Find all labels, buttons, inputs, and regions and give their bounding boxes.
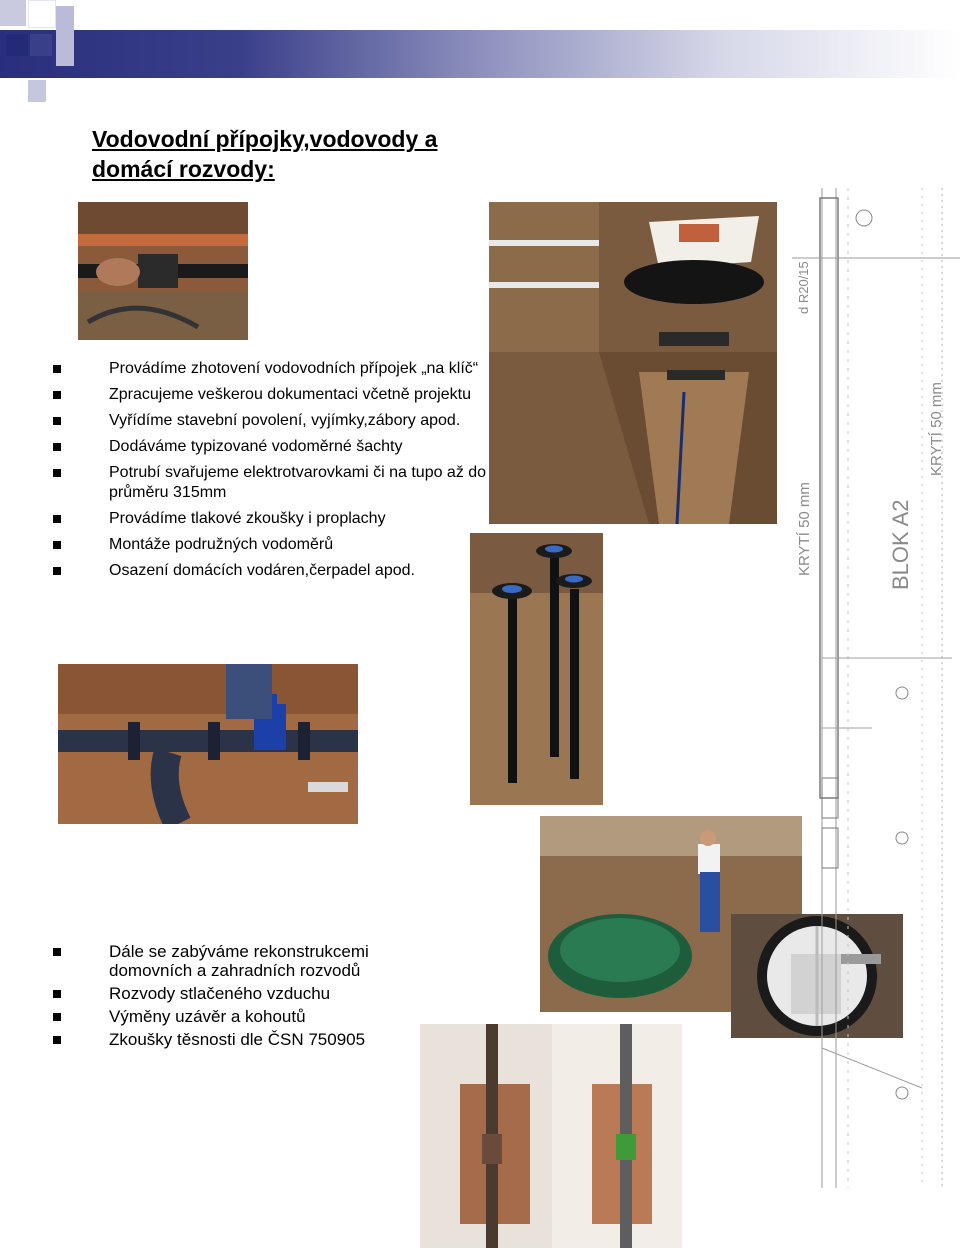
list-item: Osazení domácích vodáren,čerpadel apod. — [53, 561, 573, 581]
bullet-square-icon — [53, 417, 61, 425]
header-square-2 — [28, 0, 56, 28]
list-item: Dodáváme typizované vodoměrné šachty — [53, 437, 573, 457]
list-item: Dále se zabýváme rekonstrukcemi domovních a zahradních rozvodů — [53, 942, 409, 980]
list-item: Zkoušky těsnosti dle ČSN 750905 — [53, 1030, 573, 1049]
photo-valve-rods — [470, 533, 603, 805]
list-item: Potrubí svařujeme elektrotvarovkami či na tupo až do průměru 315mm — [53, 463, 529, 503]
header-square-3 — [6, 34, 28, 56]
page-title: Vodovodní přípojky,vodovody a domácí rozvody: — [92, 126, 438, 182]
bullet-square-icon — [53, 391, 61, 399]
bullet-square-icon — [53, 948, 61, 956]
photo-meter-shaft-trench — [489, 202, 777, 524]
header-square-4 — [30, 34, 52, 56]
photo-gate-valve — [58, 664, 358, 824]
header-square-6 — [28, 80, 46, 102]
list-item: Výměny uzávěr a kohoutů — [53, 1007, 573, 1026]
drawing-label-kryti-2: KRYTÍ 50 mm — [928, 382, 945, 476]
drawing-label-block: BLOK A2 — [888, 499, 913, 590]
bullet-square-icon — [53, 1036, 61, 1044]
bullet-square-icon — [53, 443, 61, 451]
photo-pipe-replacement — [420, 1024, 682, 1248]
list-item: Vyřídíme stavební povolení, vyjímky,zábory apod. — [53, 411, 573, 431]
bullet-square-icon — [53, 469, 61, 477]
bullet-square-icon — [53, 541, 61, 549]
technical-drawing — [792, 188, 960, 1188]
photo-pipe-welding — [78, 202, 248, 340]
drawing-label-dim: d R20/15 — [796, 261, 811, 314]
header-square-1 — [0, 0, 26, 26]
bullet-square-icon — [53, 1013, 61, 1021]
bullet-square-icon — [53, 515, 61, 523]
list-item: Zpracujeme veškerou dokumentaci včetně projektu — [53, 385, 573, 405]
bullet-square-icon — [53, 365, 61, 373]
bullet-square-icon — [53, 990, 61, 998]
drawing-label-kryti-1: KRYTÍ 50 mm — [796, 482, 813, 576]
list-item: Rozvody stlačeného vzduchu — [53, 984, 573, 1003]
list-item: Provádíme tlakové zkoušky i proplachy — [53, 509, 573, 529]
bullet-square-icon — [53, 567, 61, 575]
list-item: Provádíme zhotovení vodovodních přípojek „na klíč“ — [53, 359, 573, 379]
header-band — [0, 30, 960, 78]
header-square-5 — [56, 6, 74, 66]
list-item: Montáže podružných vodoměrů — [53, 535, 573, 555]
